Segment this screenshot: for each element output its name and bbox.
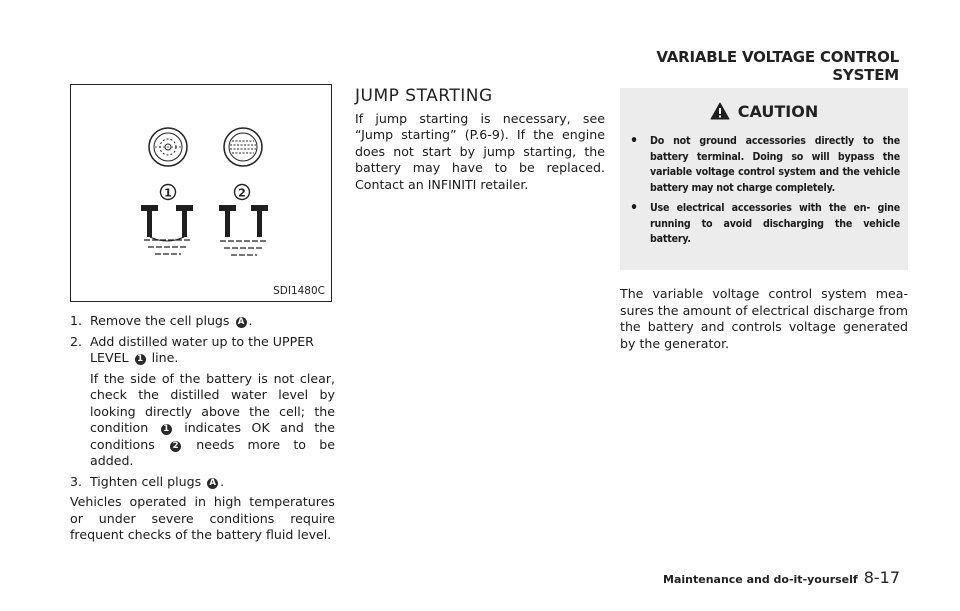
condition-marker-2 bbox=[235, 185, 250, 200]
bullet: • bbox=[630, 133, 639, 149]
step-text-end: . bbox=[220, 473, 225, 489]
caution-item-text: Do not ground accessories directly to the battery terminal. Doing so will bypass the variable voltage control system and the vehicle battery may not charge completely. bbox=[650, 135, 900, 194]
note-text: indicates OK and the conditions bbox=[90, 420, 336, 452]
footer-section: Maintenance and do-it-yourself bbox=[663, 573, 858, 586]
callout-badge-a: A bbox=[236, 317, 247, 328]
step-3 bbox=[70, 474, 335, 491]
step-text: Tighten cell plugs bbox=[90, 473, 202, 489]
note-text: needs more to be added. bbox=[90, 436, 335, 468]
caution-item bbox=[630, 134, 900, 196]
battery-figure bbox=[70, 84, 332, 302]
page-number: 8-17 bbox=[863, 568, 900, 587]
step-text: Remove the cell plugs bbox=[90, 313, 230, 328]
left-column bbox=[70, 313, 335, 544]
caution-title: CAUTION bbox=[737, 102, 819, 121]
svg-text:1: 1 bbox=[164, 186, 172, 200]
step-number: 2. bbox=[70, 333, 83, 349]
figure-label: SDI1480C bbox=[273, 285, 325, 297]
cell-cross-section-1 bbox=[141, 205, 193, 237]
cell-plug-top-view-2 bbox=[224, 128, 262, 166]
cell-cross-section-2 bbox=[219, 205, 268, 237]
step-text: Add distilled water up to the UPPER LEVEL bbox=[90, 333, 314, 365]
bullet: • bbox=[630, 200, 639, 216]
cell-plug-top-view-1 bbox=[149, 128, 187, 166]
vvcs-description bbox=[620, 286, 908, 352]
step-number: 3. bbox=[70, 473, 83, 489]
vvcs-body: The variable voltage control system mea- sures the amount of electrical discharge from the battery and controls voltage generated by the generator. bbox=[620, 286, 908, 351]
callout-badge-a: A bbox=[207, 478, 218, 489]
section-title: VARIABLE VOLTAGE CONTROL SYSTEM bbox=[656, 48, 899, 84]
caution-list bbox=[630, 134, 900, 253]
svg-text:2: 2 bbox=[238, 186, 246, 200]
callout-badge-2: 2 bbox=[170, 441, 181, 452]
step-1 bbox=[70, 313, 335, 330]
page-footer bbox=[600, 568, 900, 587]
level-check-note bbox=[90, 371, 335, 470]
jump-starting-body: If jump starting is necessary, see “Jump starting” (P.6-9). If the engine does not start by jump starting, the battery may have to be replaced. Contact an INFINITI retailer. bbox=[355, 110, 605, 192]
step-number: 1. bbox=[70, 313, 83, 328]
water-level-lines-2 bbox=[220, 241, 268, 255]
step-2 bbox=[70, 334, 335, 367]
caution-item bbox=[630, 201, 900, 248]
caution-box bbox=[620, 88, 908, 270]
note-text: If the side of the battery is not clear, check the distilled water level by looking directly above the cell; the condition bbox=[90, 370, 335, 435]
water-level-lines-1 bbox=[144, 240, 192, 254]
battery-cell-illustration bbox=[71, 85, 330, 300]
caution-heading bbox=[620, 102, 908, 121]
callout-badge-1: 1 bbox=[135, 354, 146, 365]
step-text-end: line. bbox=[151, 350, 179, 365]
caution-item-text: Use electrical accessories with the en- gine running to avoid discharging the vehicle battery. bbox=[650, 202, 900, 245]
warning-triangle-icon bbox=[710, 102, 730, 120]
closing-paragraph: Vehicles operated in high temperatures or under severe conditions require frequent checks of the battery fluid level. bbox=[70, 494, 335, 542]
callout-badge-1: 1 bbox=[161, 424, 172, 435]
jump-starting-heading: JUMP STARTING bbox=[355, 86, 493, 106]
condition-marker-1 bbox=[161, 185, 176, 200]
jump-starting-section bbox=[355, 88, 605, 193]
step-text-end: . bbox=[248, 313, 253, 328]
